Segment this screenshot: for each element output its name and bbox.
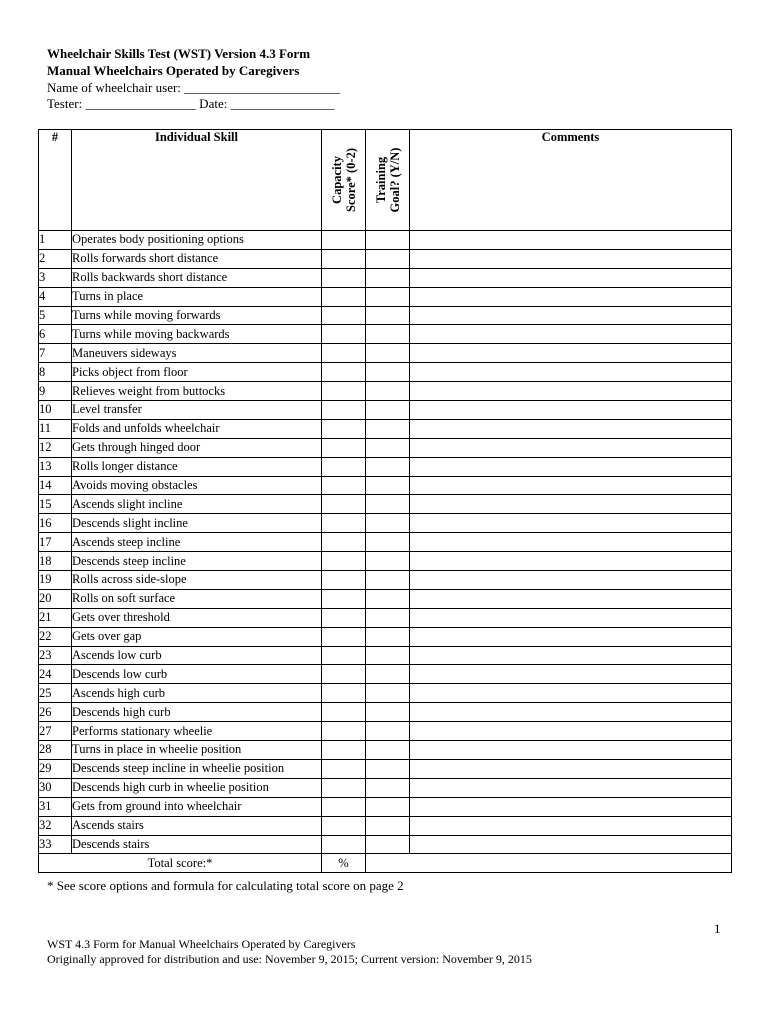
tester-date-field[interactable]: Tester: _________________ Date: ________________ xyxy=(47,96,335,111)
capacity-score-cell[interactable] xyxy=(322,363,366,382)
skill-number: 7 xyxy=(39,344,72,363)
total-score-blank xyxy=(366,854,732,873)
capacity-score-cell[interactable] xyxy=(322,231,366,250)
comments-cell[interactable] xyxy=(410,703,732,722)
skill-number: 4 xyxy=(39,287,72,306)
comments-cell[interactable] xyxy=(410,514,732,533)
comments-cell[interactable] xyxy=(410,401,732,420)
capacity-score-cell[interactable] xyxy=(322,552,366,571)
skill-name: Folds and unfolds wheelchair xyxy=(72,419,322,438)
header-number: # xyxy=(39,130,72,231)
capacity-score-cell[interactable] xyxy=(322,608,366,627)
header-individual-skill: Individual Skill xyxy=(72,130,322,231)
skill-number: 1 xyxy=(39,231,72,250)
training-goal-cell[interactable] xyxy=(366,722,410,741)
skill-name: Descends slight incline xyxy=(72,514,322,533)
skill-row xyxy=(39,495,732,514)
skill-name: Rolls forwards short distance xyxy=(72,249,322,268)
skill-number: 30 xyxy=(39,778,72,797)
skill-row xyxy=(39,249,732,268)
comments-cell[interactable] xyxy=(410,495,732,514)
capacity-score-cell[interactable] xyxy=(322,797,366,816)
header-capacity-score xyxy=(322,130,366,231)
skill-number: 15 xyxy=(39,495,72,514)
skill-name: Rolls on soft surface xyxy=(72,589,322,608)
training-goal-cell[interactable] xyxy=(366,476,410,495)
comments-cell[interactable] xyxy=(410,589,732,608)
training-goal-cell[interactable] xyxy=(366,495,410,514)
comments-cell[interactable] xyxy=(410,325,732,344)
capacity-score-cell[interactable] xyxy=(322,438,366,457)
skill-row xyxy=(39,589,732,608)
comments-cell[interactable] xyxy=(410,741,732,760)
comments-cell[interactable] xyxy=(410,231,732,250)
capacity-score-cell[interactable] xyxy=(322,778,366,797)
capacity-score-cell[interactable] xyxy=(322,268,366,287)
training-goal-cell[interactable] xyxy=(366,665,410,684)
training-goal-cell[interactable] xyxy=(366,741,410,760)
skill-row xyxy=(39,514,732,533)
skill-number: 22 xyxy=(39,627,72,646)
skill-name: Descends high curb in wheelie position xyxy=(72,778,322,797)
skill-name: Turns in place xyxy=(72,287,322,306)
footer-line-2: Originally approved for distribution and use: November 9, 2015; Current version: November 9, 2015 xyxy=(47,952,532,966)
skill-number: 28 xyxy=(39,741,72,760)
skill-row xyxy=(39,325,732,344)
capacity-score-cell[interactable] xyxy=(322,835,366,854)
skill-row xyxy=(39,287,732,306)
skill-number: 32 xyxy=(39,816,72,835)
wheelchair-user-field[interactable]: Name of wheelchair user: ________________________ xyxy=(47,80,341,95)
skill-row xyxy=(39,835,732,854)
training-goal-cell[interactable] xyxy=(366,608,410,627)
skill-number: 19 xyxy=(39,571,72,590)
skill-number: 16 xyxy=(39,514,72,533)
capacity-score-cell[interactable] xyxy=(322,722,366,741)
capacity-score-cell[interactable] xyxy=(322,476,366,495)
skill-number: 8 xyxy=(39,363,72,382)
skill-number: 2 xyxy=(39,249,72,268)
training-goal-cell[interactable] xyxy=(366,344,410,363)
comments-cell[interactable] xyxy=(410,835,732,854)
comments-cell[interactable] xyxy=(410,268,732,287)
skills-table xyxy=(38,129,732,873)
comments-cell[interactable] xyxy=(410,344,732,363)
capacity-score-cell[interactable] xyxy=(322,759,366,778)
skill-name: Gets over threshold xyxy=(72,608,322,627)
skill-number: 25 xyxy=(39,684,72,703)
training-goal-cell[interactable] xyxy=(366,778,410,797)
skill-name: Rolls across side-slope xyxy=(72,571,322,590)
skill-row xyxy=(39,703,732,722)
total-score-label: Total score:* xyxy=(39,854,322,873)
skill-number: 3 xyxy=(39,268,72,287)
training-goal-cell[interactable] xyxy=(366,533,410,552)
training-goal-cell[interactable] xyxy=(366,419,410,438)
capacity-score-cell[interactable] xyxy=(322,684,366,703)
comments-cell[interactable] xyxy=(410,816,732,835)
skill-number: 6 xyxy=(39,325,72,344)
skill-number: 31 xyxy=(39,797,72,816)
skill-name: Descends steep incline in wheelie position xyxy=(72,759,322,778)
skill-row xyxy=(39,419,732,438)
header-comments: Comments xyxy=(410,130,732,231)
skill-number: 26 xyxy=(39,703,72,722)
skill-row xyxy=(39,759,732,778)
skill-row xyxy=(39,382,732,401)
skill-row xyxy=(39,476,732,495)
capacity-score-cell[interactable] xyxy=(322,401,366,420)
skill-name: Rolls backwards short distance xyxy=(72,268,322,287)
skill-name: Ascends low curb xyxy=(72,646,322,665)
comments-cell[interactable] xyxy=(410,627,732,646)
capacity-score-cell[interactable] xyxy=(322,571,366,590)
comments-cell[interactable] xyxy=(410,778,732,797)
training-goal-cell[interactable] xyxy=(366,816,410,835)
skill-name: Descends low curb xyxy=(72,665,322,684)
skill-name: Performs stationary wheelie xyxy=(72,722,322,741)
skill-name: Turns in place in wheelie position xyxy=(72,741,322,760)
skill-row xyxy=(39,363,732,382)
skill-number: 24 xyxy=(39,665,72,684)
capacity-score-cell[interactable] xyxy=(322,589,366,608)
header-capacity-line2: Score* (0-2) xyxy=(343,148,358,212)
comments-cell[interactable] xyxy=(410,608,732,627)
skill-row xyxy=(39,268,732,287)
comments-cell[interactable] xyxy=(410,571,732,590)
training-goal-cell[interactable] xyxy=(366,438,410,457)
skill-name: Ascends high curb xyxy=(72,684,322,703)
header-training-line2: Goal? (Y/N) xyxy=(387,147,402,213)
skill-row xyxy=(39,684,732,703)
skill-name: Descends steep incline xyxy=(72,552,322,571)
skill-row xyxy=(39,457,732,476)
skill-row xyxy=(39,608,732,627)
skill-name: Operates body positioning options xyxy=(72,231,322,250)
score-footnote: * See score options and formula for calculating total score on page 2 xyxy=(47,878,404,893)
comments-cell[interactable] xyxy=(410,363,732,382)
training-goal-cell[interactable] xyxy=(366,627,410,646)
skill-name: Gets over gap xyxy=(72,627,322,646)
skill-number: 12 xyxy=(39,438,72,457)
training-goal-cell[interactable] xyxy=(366,325,410,344)
training-goal-cell[interactable] xyxy=(366,363,410,382)
capacity-score-cell[interactable] xyxy=(322,703,366,722)
skill-row xyxy=(39,722,732,741)
capacity-score-cell[interactable] xyxy=(322,533,366,552)
skill-number: 14 xyxy=(39,476,72,495)
page-number: 1 xyxy=(714,921,721,936)
comments-cell[interactable] xyxy=(410,438,732,457)
capacity-score-cell[interactable] xyxy=(322,665,366,684)
skill-number: 11 xyxy=(39,419,72,438)
comments-cell[interactable] xyxy=(410,249,732,268)
capacity-score-cell[interactable] xyxy=(322,627,366,646)
capacity-score-cell[interactable] xyxy=(322,646,366,665)
skill-row xyxy=(39,665,732,684)
comments-cell[interactable] xyxy=(410,533,732,552)
training-goal-cell[interactable] xyxy=(366,514,410,533)
skill-row xyxy=(39,344,732,363)
skill-row xyxy=(39,552,732,571)
skill-number: 13 xyxy=(39,457,72,476)
capacity-score-cell[interactable] xyxy=(322,741,366,760)
skill-row xyxy=(39,533,732,552)
training-goal-cell[interactable] xyxy=(366,401,410,420)
header-training-goal xyxy=(366,130,410,231)
skill-number: 27 xyxy=(39,722,72,741)
page-footer xyxy=(47,937,532,967)
skill-row xyxy=(39,797,732,816)
capacity-score-cell[interactable] xyxy=(322,344,366,363)
comments-cell[interactable] xyxy=(410,382,732,401)
skill-number: 5 xyxy=(39,306,72,325)
training-goal-cell[interactable] xyxy=(366,306,410,325)
training-goal-cell[interactable] xyxy=(366,457,410,476)
training-goal-cell[interactable] xyxy=(366,287,410,306)
skill-number: 20 xyxy=(39,589,72,608)
skill-name: Ascends steep incline xyxy=(72,533,322,552)
header-capacity-line1: Capacity xyxy=(329,156,344,204)
capacity-score-cell[interactable] xyxy=(322,249,366,268)
comments-cell[interactable] xyxy=(410,759,732,778)
comments-cell[interactable] xyxy=(410,646,732,665)
training-goal-cell[interactable] xyxy=(366,231,410,250)
training-goal-cell[interactable] xyxy=(366,249,410,268)
form-title: Wheelchair Skills Test (WST) Version 4.3 Form xyxy=(47,46,311,61)
training-goal-cell[interactable] xyxy=(366,382,410,401)
skill-row xyxy=(39,646,732,665)
capacity-score-cell[interactable] xyxy=(322,457,366,476)
comments-cell[interactable] xyxy=(410,287,732,306)
skill-row xyxy=(39,571,732,590)
training-goal-cell[interactable] xyxy=(366,268,410,287)
comments-cell[interactable] xyxy=(410,306,732,325)
comments-cell[interactable] xyxy=(410,419,732,438)
capacity-score-cell[interactable] xyxy=(322,325,366,344)
training-goal-cell[interactable] xyxy=(366,552,410,571)
capacity-score-cell[interactable] xyxy=(322,419,366,438)
capacity-score-cell[interactable] xyxy=(322,382,366,401)
training-goal-cell[interactable] xyxy=(366,571,410,590)
comments-cell[interactable] xyxy=(410,457,732,476)
skill-number: 18 xyxy=(39,552,72,571)
skill-name: Gets through hinged door xyxy=(72,438,322,457)
skill-name: Descends high curb xyxy=(72,703,322,722)
skill-rows xyxy=(39,231,732,854)
skill-number: 9 xyxy=(39,382,72,401)
skill-number: 29 xyxy=(39,759,72,778)
training-goal-cell[interactable] xyxy=(366,684,410,703)
capacity-score-cell[interactable] xyxy=(322,816,366,835)
comments-cell[interactable] xyxy=(410,552,732,571)
skill-number: 33 xyxy=(39,835,72,854)
training-goal-cell[interactable] xyxy=(366,797,410,816)
skill-row xyxy=(39,231,732,250)
capacity-score-cell[interactable] xyxy=(322,306,366,325)
comments-cell[interactable] xyxy=(410,797,732,816)
skill-name: Relieves weight from buttocks xyxy=(72,382,322,401)
skill-row xyxy=(39,306,732,325)
footer-line-1: WST 4.3 Form for Manual Wheelchairs Operated by Caregivers xyxy=(47,937,356,951)
skill-name: Turns while moving backwards xyxy=(72,325,322,344)
skill-name: Descends stairs xyxy=(72,835,322,854)
capacity-score-cell[interactable] xyxy=(322,514,366,533)
skill-row xyxy=(39,627,732,646)
comments-cell[interactable] xyxy=(410,722,732,741)
total-score-percent[interactable]: % xyxy=(322,854,366,873)
comments-cell[interactable] xyxy=(410,476,732,495)
skill-name: Ascends stairs xyxy=(72,816,322,835)
skill-number: 10 xyxy=(39,401,72,420)
skill-number: 21 xyxy=(39,608,72,627)
skill-number: 17 xyxy=(39,533,72,552)
training-goal-cell[interactable] xyxy=(366,646,410,665)
skill-name: Maneuvers sideways xyxy=(72,344,322,363)
skill-name: Rolls longer distance xyxy=(72,457,322,476)
skill-name: Picks object from floor xyxy=(72,363,322,382)
training-goal-cell[interactable] xyxy=(366,835,410,854)
capacity-score-cell[interactable] xyxy=(322,287,366,306)
training-goal-cell[interactable] xyxy=(366,759,410,778)
skill-row xyxy=(39,438,732,457)
skill-name: Gets from ground into wheelchair xyxy=(72,797,322,816)
skill-row xyxy=(39,401,732,420)
skill-name: Turns while moving forwards xyxy=(72,306,322,325)
skill-row xyxy=(39,741,732,760)
comments-cell[interactable] xyxy=(410,684,732,703)
capacity-score-cell[interactable] xyxy=(322,495,366,514)
skill-name: Avoids moving obstacles xyxy=(72,476,322,495)
training-goal-cell[interactable] xyxy=(366,703,410,722)
form-subtitle: Manual Wheelchairs Operated by Caregivers xyxy=(47,63,300,78)
skill-row xyxy=(39,778,732,797)
training-goal-cell[interactable] xyxy=(366,589,410,608)
skill-row xyxy=(39,816,732,835)
skill-name: Ascends slight incline xyxy=(72,495,322,514)
header-training-line1: Training xyxy=(373,156,388,204)
comments-cell[interactable] xyxy=(410,665,732,684)
skill-number: 23 xyxy=(39,646,72,665)
skill-name: Level transfer xyxy=(72,401,322,420)
